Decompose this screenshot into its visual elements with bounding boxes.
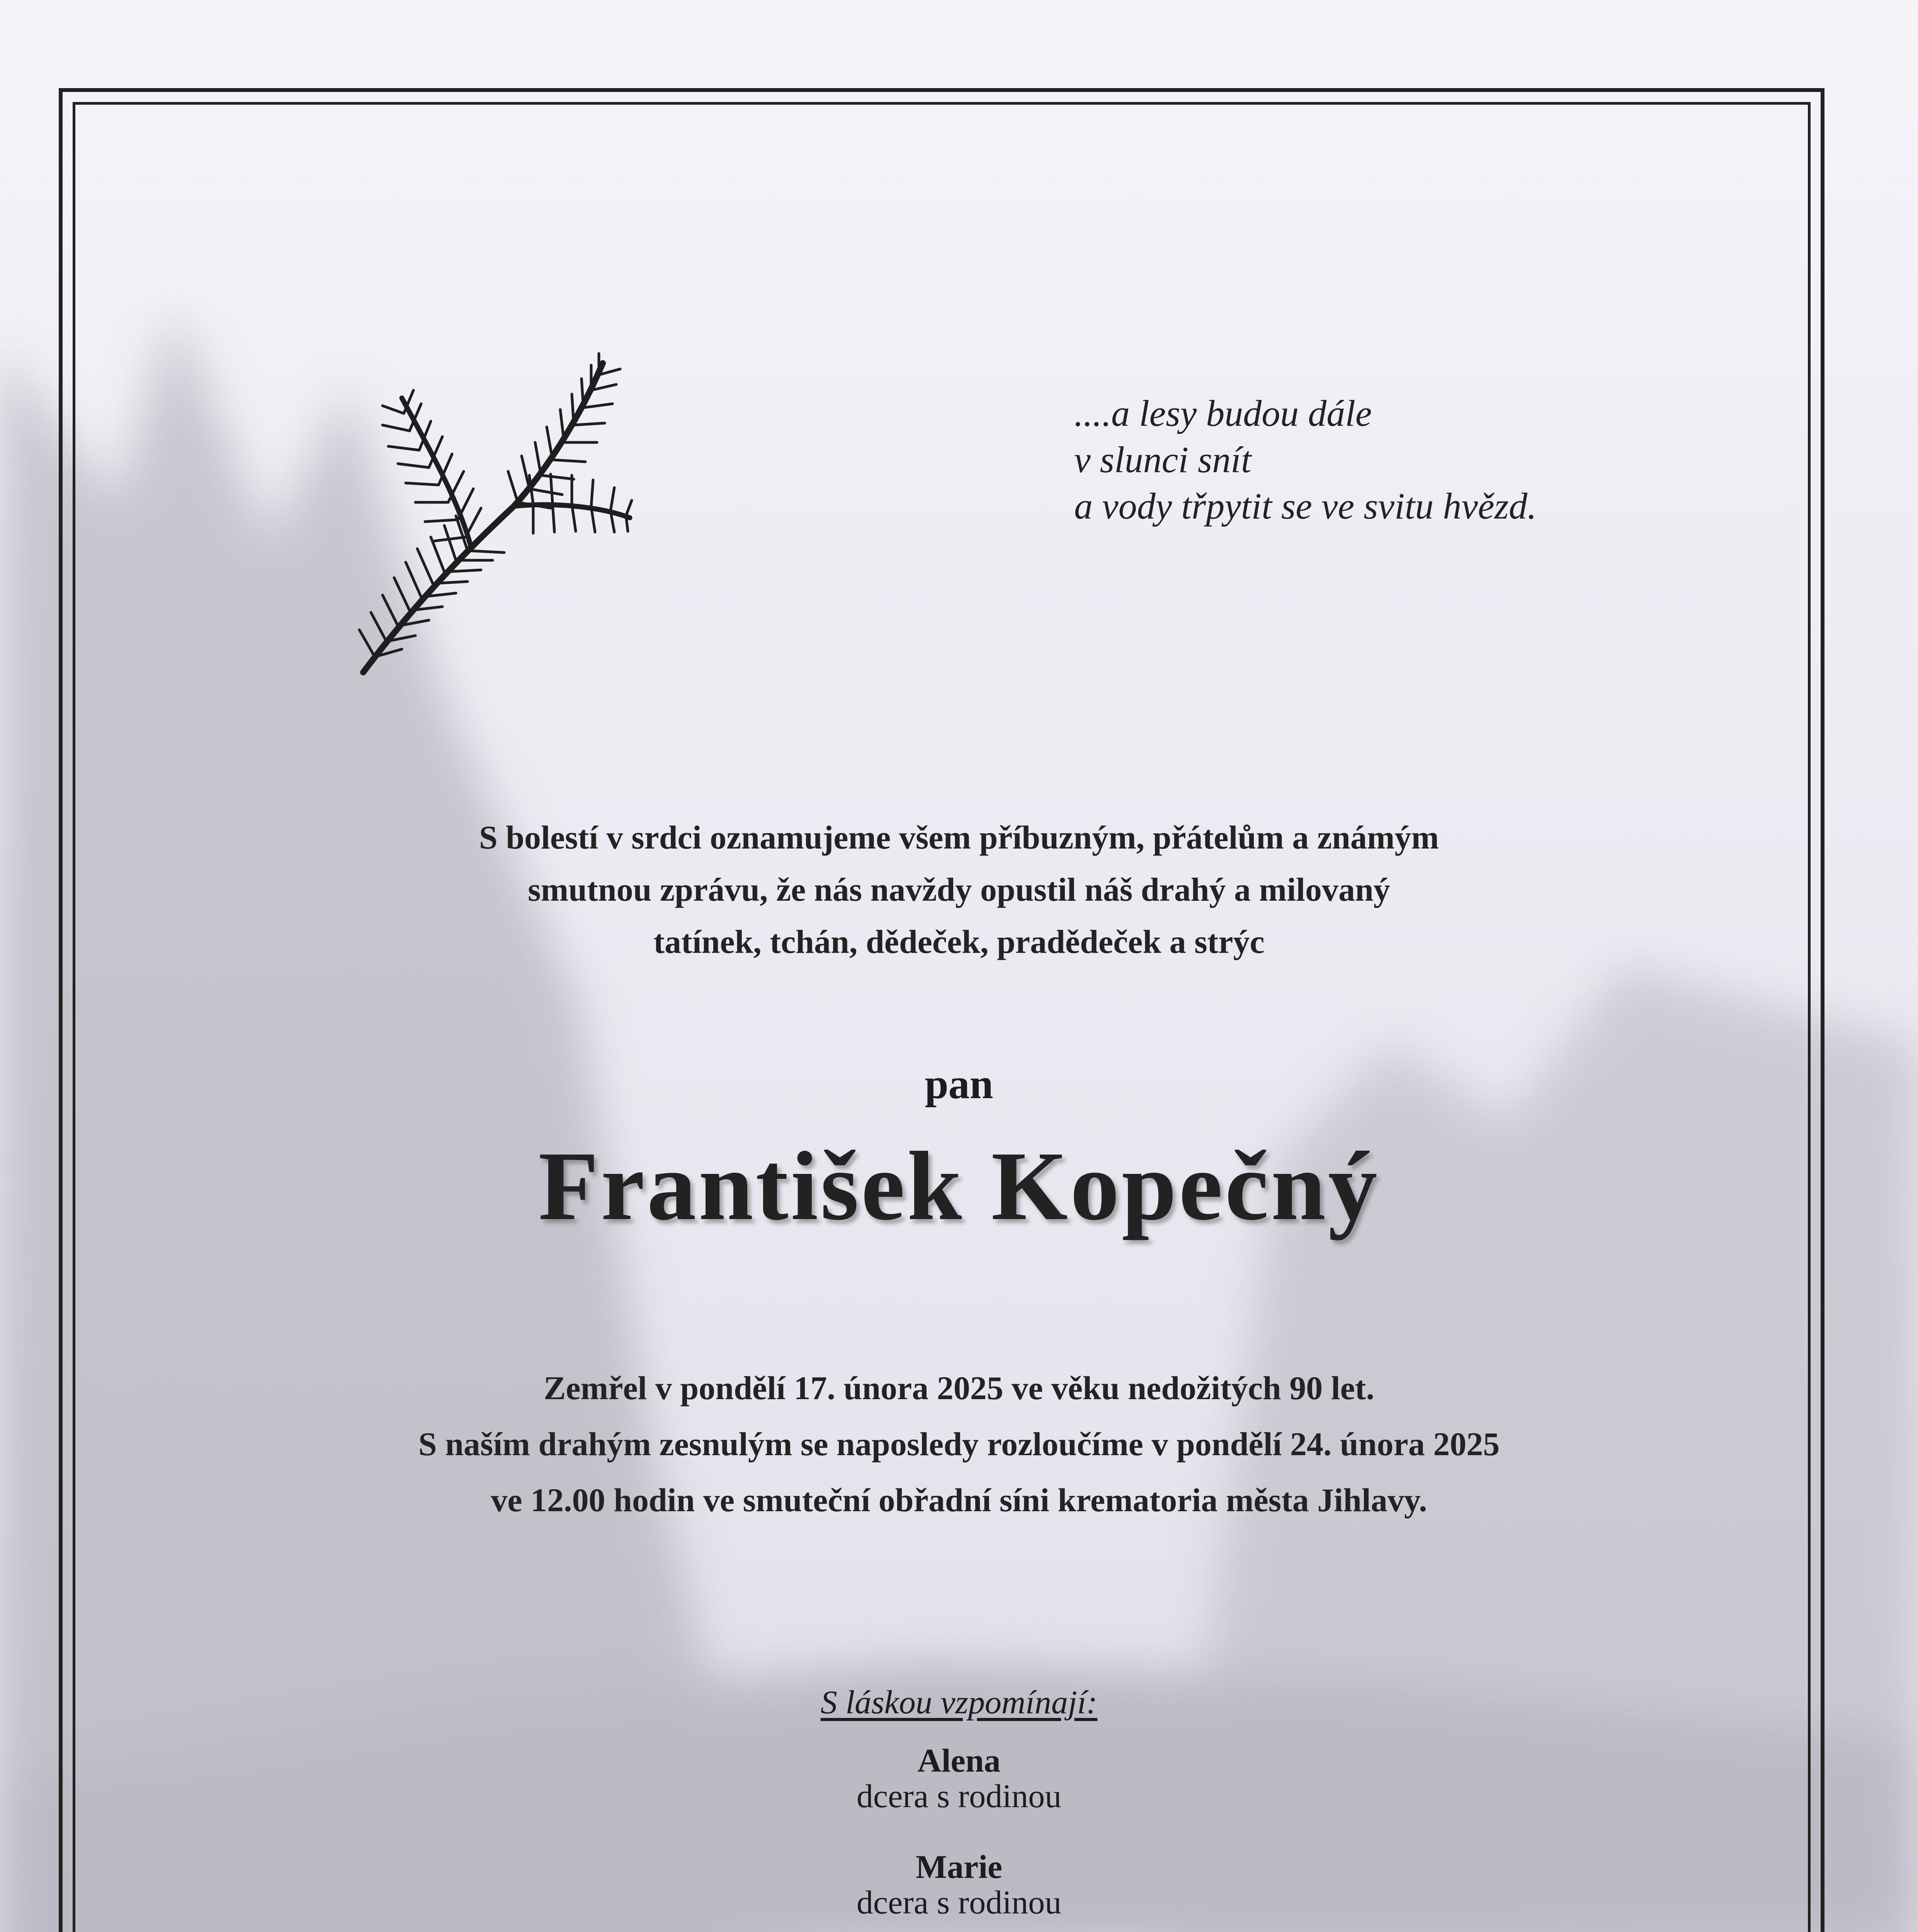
mourner-relation: dcera s rodinou [856, 1777, 1062, 1815]
announcement-line: smutnou zprávu, že nás navždy opustil náš drahý a milovaný [528, 871, 1390, 908]
mourner-relation: dcera s rodinou [856, 1884, 1062, 1921]
mourners-heading: S láskou vzpomínají: [820, 1684, 1098, 1721]
details-line: Zemřel v pondělí 17. února 2025 ve věku nedožitých 90 let. [544, 1369, 1374, 1406]
announcement-text [0, 811, 1918, 968]
details-line: S naším drahým zesnulým se naposledy rozloučíme v pondělí 24. února 2025 [418, 1425, 1500, 1463]
fir-branch-icon [332, 340, 649, 688]
announcement-line: tatínek, tchán, dědeček, pradědeček a strýc [653, 923, 1265, 960]
announcement-line: S bolestí v srdci oznamujeme všem příbuzným, přátelům a známým [479, 819, 1439, 856]
quote [1074, 390, 1731, 529]
quote-line: a vody třpytit se ve svitu hvězd. [1074, 485, 1537, 527]
funeral-details [0, 1360, 1918, 1528]
quote-line: ....a lesy budou dále [1074, 393, 1372, 434]
quote-line: v slunci snít [1074, 439, 1251, 480]
mourner-name: Alena [917, 1742, 1001, 1779]
mourner-name: Marie [915, 1848, 1003, 1885]
mourner-entry [0, 1849, 1918, 1920]
mourner-entry [0, 1743, 1918, 1814]
honorific: pan [925, 1060, 993, 1107]
deceased-name: František Kopečný [538, 1132, 1380, 1241]
details-line: ve 12.00 hodin ve smuteční obřadní síni krematoria města Jihlavy. [491, 1481, 1427, 1519]
